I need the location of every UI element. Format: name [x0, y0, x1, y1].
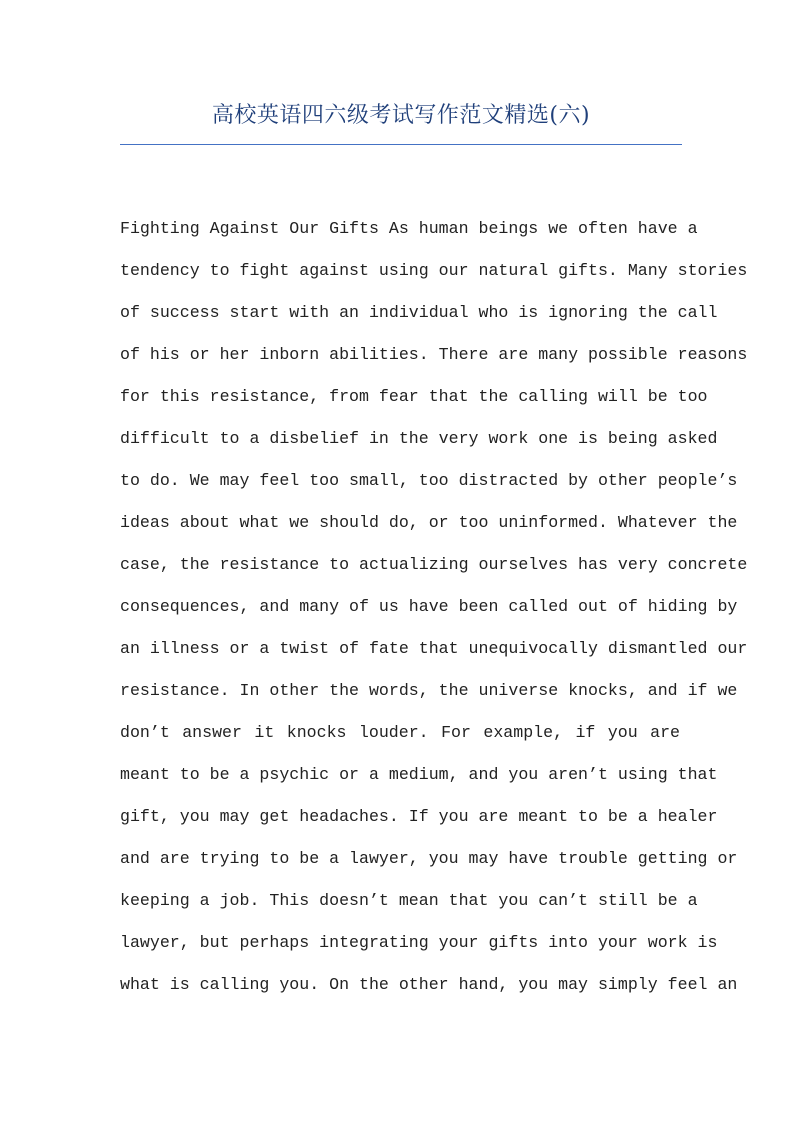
text-line: tendency to fight against using our natural gifts. Many stories [120, 261, 748, 280]
text-line: to do. We may feel too small, too distracted by other people’s [120, 471, 738, 490]
text-line: resistance. In other the words, the universe knocks, and if we [120, 681, 738, 700]
text-line: lawyer, but perhaps integrating your gifts into your work is [120, 933, 718, 952]
text-line: ideas about what we should do, or too uninformed. Whatever the [120, 513, 738, 532]
essay-body [120, 214, 748, 1012]
document-title: 高校英语四六级考试写作范文精选(六) [211, 103, 591, 128]
text-line: don’t answer it knocks louder. For example, if you are [120, 723, 680, 742]
text-line: consequences, and many of us have been called out of hiding by [120, 597, 738, 616]
text-line: Fighting Against Our Gifts As human beings we often have a [120, 219, 698, 238]
text-line: difficult to a disbelief in the very work one is being asked [120, 429, 718, 448]
text-line: of success start with an individual who is ignoring the call [120, 303, 718, 322]
text-line: and are trying to be a lawyer, you may have trouble getting or [120, 849, 738, 868]
text-line: keeping a job. This doesn’t mean that you can’t still be a [120, 891, 698, 910]
text-line: for this resistance, from fear that the calling will be too [120, 387, 708, 406]
text-line: an illness or a twist of fate that unequivocally dismantled our [120, 639, 748, 658]
text-line: case, the resistance to actualizing ourselves has very concrete [120, 555, 748, 574]
text-line: meant to be a psychic or a medium, and you aren’t using that [120, 765, 718, 784]
text-line: what is calling you. On the other hand, you may simply feel an [120, 975, 738, 994]
text-line: gift, you may get headaches. If you are meant to be a healer [120, 807, 718, 826]
text-line: of his or her inborn abilities. There are many possible reasons [120, 345, 748, 364]
title-underline [120, 144, 682, 145]
